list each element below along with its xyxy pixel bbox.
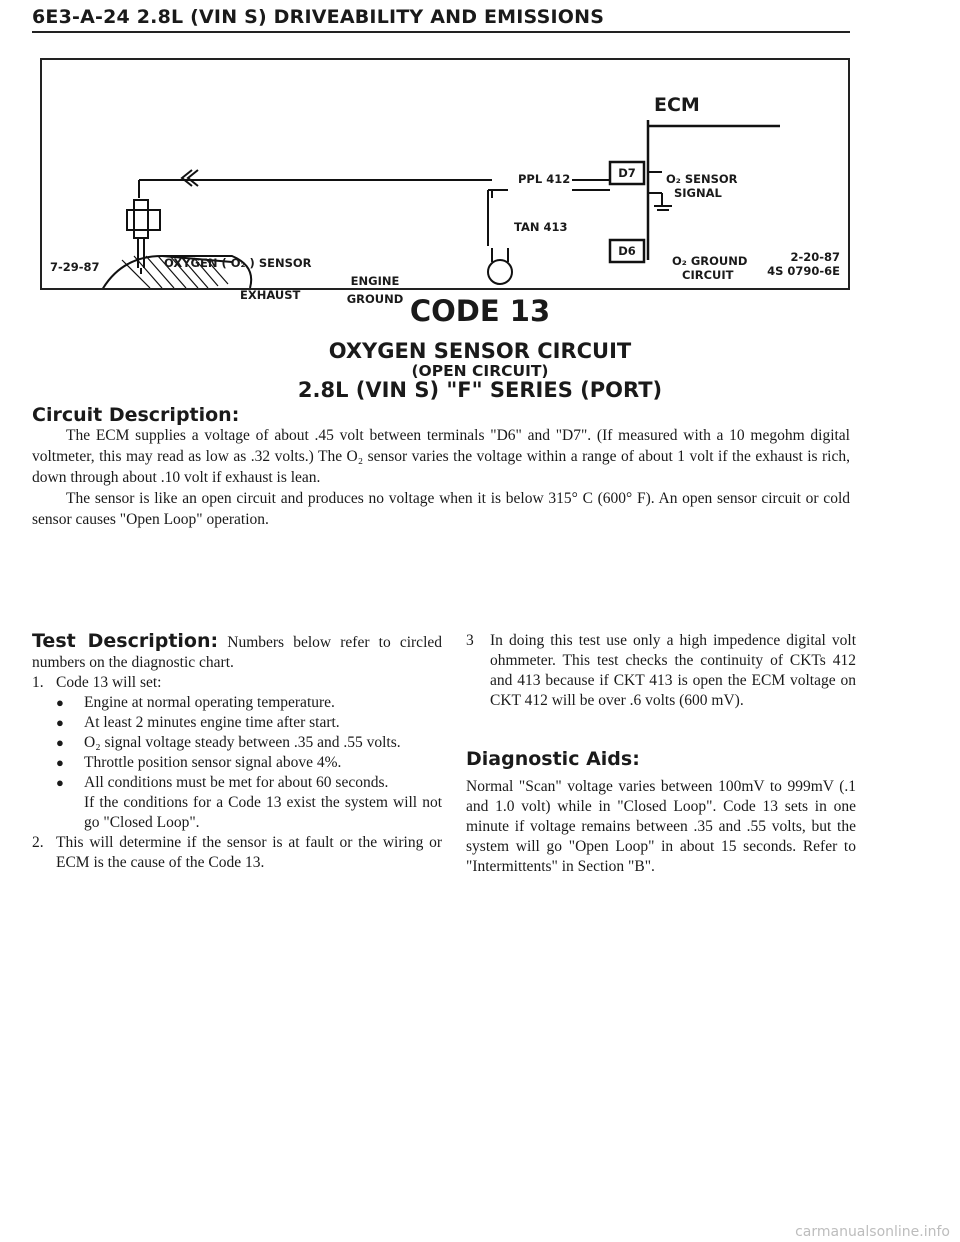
test-item-2-text: This will determine if the sensor is at fault or the wiring or ECM is the cause of the Code 13. [56, 834, 442, 871]
test-item-3-text: In doing this test use only a high impedence digital volt ohmmeter. This test checks the continuity of CKTs 412 and 413 because if CKT 413 is open the ECM voltage on CKT 412 will be over .6 volts (600 mV). [490, 632, 856, 709]
diagnostic-aids-text: Normal "Scan" voltage varies between 100mV to 999mV (.1 and 1.0 volt) while in "Closed Loop". Code 13 sets in one minute if voltage remains between .35 and .55 volts, but the system will go "Open Loop" in about 15 seconds. Refer to "Intermittents" in Section "B". [466, 778, 856, 875]
circuit-subtitle: (OPEN CIRCUIT) [411, 362, 549, 380]
bullet-text: At least 2 minutes engine time after start. [84, 714, 340, 731]
bullet-icon: ● [56, 775, 64, 790]
test-description-intro-block [32, 631, 442, 673]
o2-signal-line2: SIGNAL [674, 186, 722, 200]
circuit-description-p1: The ECM supplies a voltage of about .45 volt between terminals "D6" and "D7". (If measured with a 10 megohm digital voltmeter, this may read as low as .32 volts.) The O₂ sensor varies the voltage within a range of about 1 volt if the exhaust is rich, down through about .10 volt if exhaust is lean. [32, 427, 850, 486]
circuit-name: OXYGEN SENSOR CIRCUIT [328, 339, 632, 363]
o2-ground-circuit-label [672, 254, 747, 282]
watermark: carmanualsonline.info [795, 1224, 950, 1240]
series-title: 2.8L (VIN S) "F" SERIES (PORT) [297, 378, 663, 402]
test-item-1 [32, 673, 442, 693]
bullet-item [32, 693, 442, 713]
oxygen-sensor-label: OXYGEN ( O₂ ) SENSOR [164, 256, 312, 270]
test-item-1-text: Code 13 will set: [56, 674, 162, 691]
test-item-3 [466, 631, 856, 711]
bullet-icon: ● [56, 715, 64, 730]
bullet-text: All conditions must be met for about 60 seconds. [84, 774, 389, 791]
wire-ppl-412-label: PPL 412 [518, 172, 571, 186]
bullet-item [32, 713, 442, 733]
wiring-diagram [40, 58, 850, 306]
o2-ground-line2: CIRCUIT [682, 268, 734, 282]
bullet-text: Engine at normal operating temperature. [84, 694, 335, 711]
bullet-text: Throttle position sensor signal above 4%. [84, 754, 342, 771]
code-title: CODE 13 [409, 294, 551, 328]
right-column [466, 631, 856, 877]
bullet-icon: ● [56, 695, 64, 710]
test-item-1-number: 1. [32, 674, 44, 691]
circuit-description-p2: The sensor is like an open circuit and produces no voltage when it is below 315° C (600° F). An open sensor circuit or cold sensor causes "Open Loop" operation. [32, 490, 850, 528]
test-item-1-note: If the conditions for a Code 13 exist the system will not go "Closed Loop". [84, 794, 442, 831]
header-rule [32, 31, 850, 33]
test-description-heading: Test Description: [32, 630, 219, 652]
bullet-item [32, 733, 442, 753]
date-right: 2-20-87 [790, 250, 840, 264]
test-description [32, 631, 442, 873]
engine-ground-line2: GROUND [346, 292, 404, 306]
o2-signal-line1: O₂ SENSOR [666, 172, 738, 186]
page-header: 6E3-A-24 2.8L (VIN S) DRIVEABILITY AND EMISSIONS [32, 6, 605, 28]
diagnostic-aids-heading: Diagnostic Aids: [466, 748, 640, 770]
o2-ground-line1: O₂ GROUND [672, 254, 748, 268]
o2-sensor-signal-label [666, 172, 738, 200]
test-description-intro: Numbers below refer to circled numbers on the diagnostic chart. [32, 634, 443, 671]
date-left: 7-29-87 [50, 260, 100, 274]
bullet-icon: ● [56, 735, 64, 750]
ecm-label: ECM [654, 94, 700, 116]
figure-code: 4S 0790-6E [767, 264, 840, 278]
test-item-2 [32, 833, 442, 873]
bullet-item [32, 773, 442, 793]
exhaust-label: EXHAUST [240, 288, 301, 302]
test-item-1-note-row [32, 793, 442, 833]
wire-tan-413-label: TAN 413 [514, 220, 568, 234]
bullet-text: O₂ signal voltage steady between .35 and .55 volts. [84, 734, 401, 751]
test-item-3-number: 3 [466, 632, 474, 649]
test-item-2-number: 2. [32, 834, 44, 851]
engine-ground-line1: ENGINE [350, 274, 400, 288]
bullet-icon: ● [56, 755, 64, 770]
terminal-d7-label: D7 [618, 166, 636, 180]
circuit-description-heading: Circuit Description: [32, 404, 240, 426]
circuit-description-body [32, 425, 850, 530]
terminal-d6-label: D6 [618, 244, 636, 258]
bullet-item [32, 753, 442, 773]
